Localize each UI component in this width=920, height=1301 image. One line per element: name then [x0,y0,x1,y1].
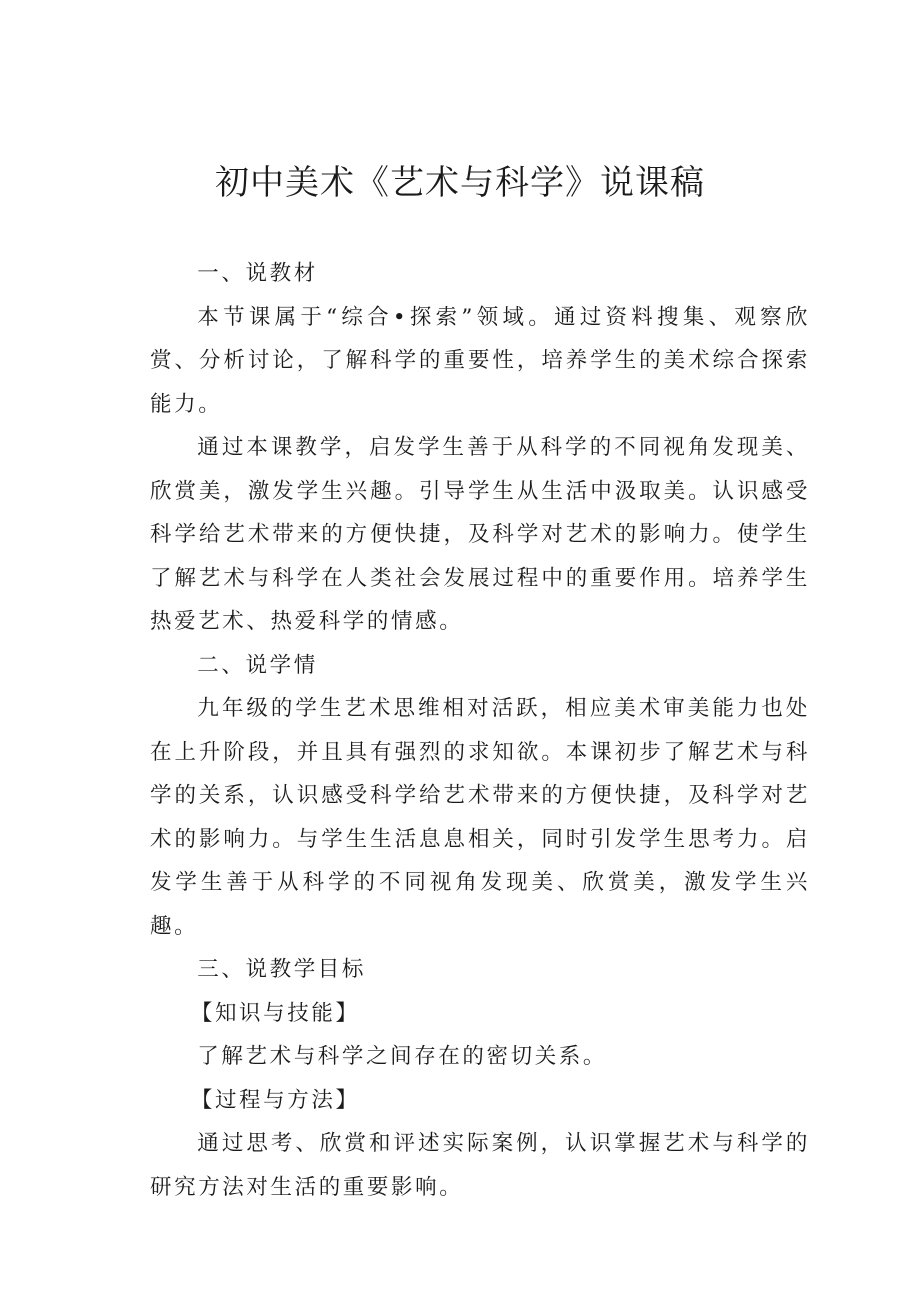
subheading-knowledge-skills: 【知识与技能】 [190,1000,360,1026]
section-heading-objectives: 三、说教学目标 [197,957,366,982]
section-heading-textbook: 一、说教材 [197,261,318,286]
paragraph-textbook-goals: 通过本课教学，启发学生善于从科学的不同视角发现美、欣赏美，激发学生兴趣。引导学生从生活中汲取美。认识感受科学给艺术带来的方便快捷，及科学对艺术的影响力。使学生了解艺术与科学在人类社会发展过程中的重要作用。培养学生热爱艺术、热爱科学的情感。 [150,435,810,634]
document-title: 初中美术《艺术与科学》说课稿 [215,163,705,203]
section-heading-learners: 二、说学情 [197,652,318,678]
paragraph-process-methods: 通过思考、欣赏和评述实际案例，认识掌握艺术与科学的研究方法对生活的重要影响。 [150,1131,810,1200]
document-body [150,252,810,1209]
paragraph-learners: 九年级的学生艺术思维相对活跃，相应美术审美能力也处在上升阶段，并且具有强烈的求知欲。本课初步了解艺术与科学的关系，认识感受科学给艺术带来的方便快捷，及科学对艺术的影响力。与学生生活息息相关，同时引发学生思考力。启发学生善于从科学的不同视角发现美、欣赏美，激发学生兴趣。 [150,696,810,939]
paragraph-textbook-domain: 本节课属于“综合•探索”领域。通过资料搜集、观察欣赏、分析讨论，了解科学的重要性，培养学生的美术综合探索能力。 [150,304,810,417]
subheading-process-methods: 【过程与方法】 [190,1087,360,1113]
paragraph-knowledge-skills: 了解艺术与科学之间存在的密切关系。 [197,1044,607,1069]
